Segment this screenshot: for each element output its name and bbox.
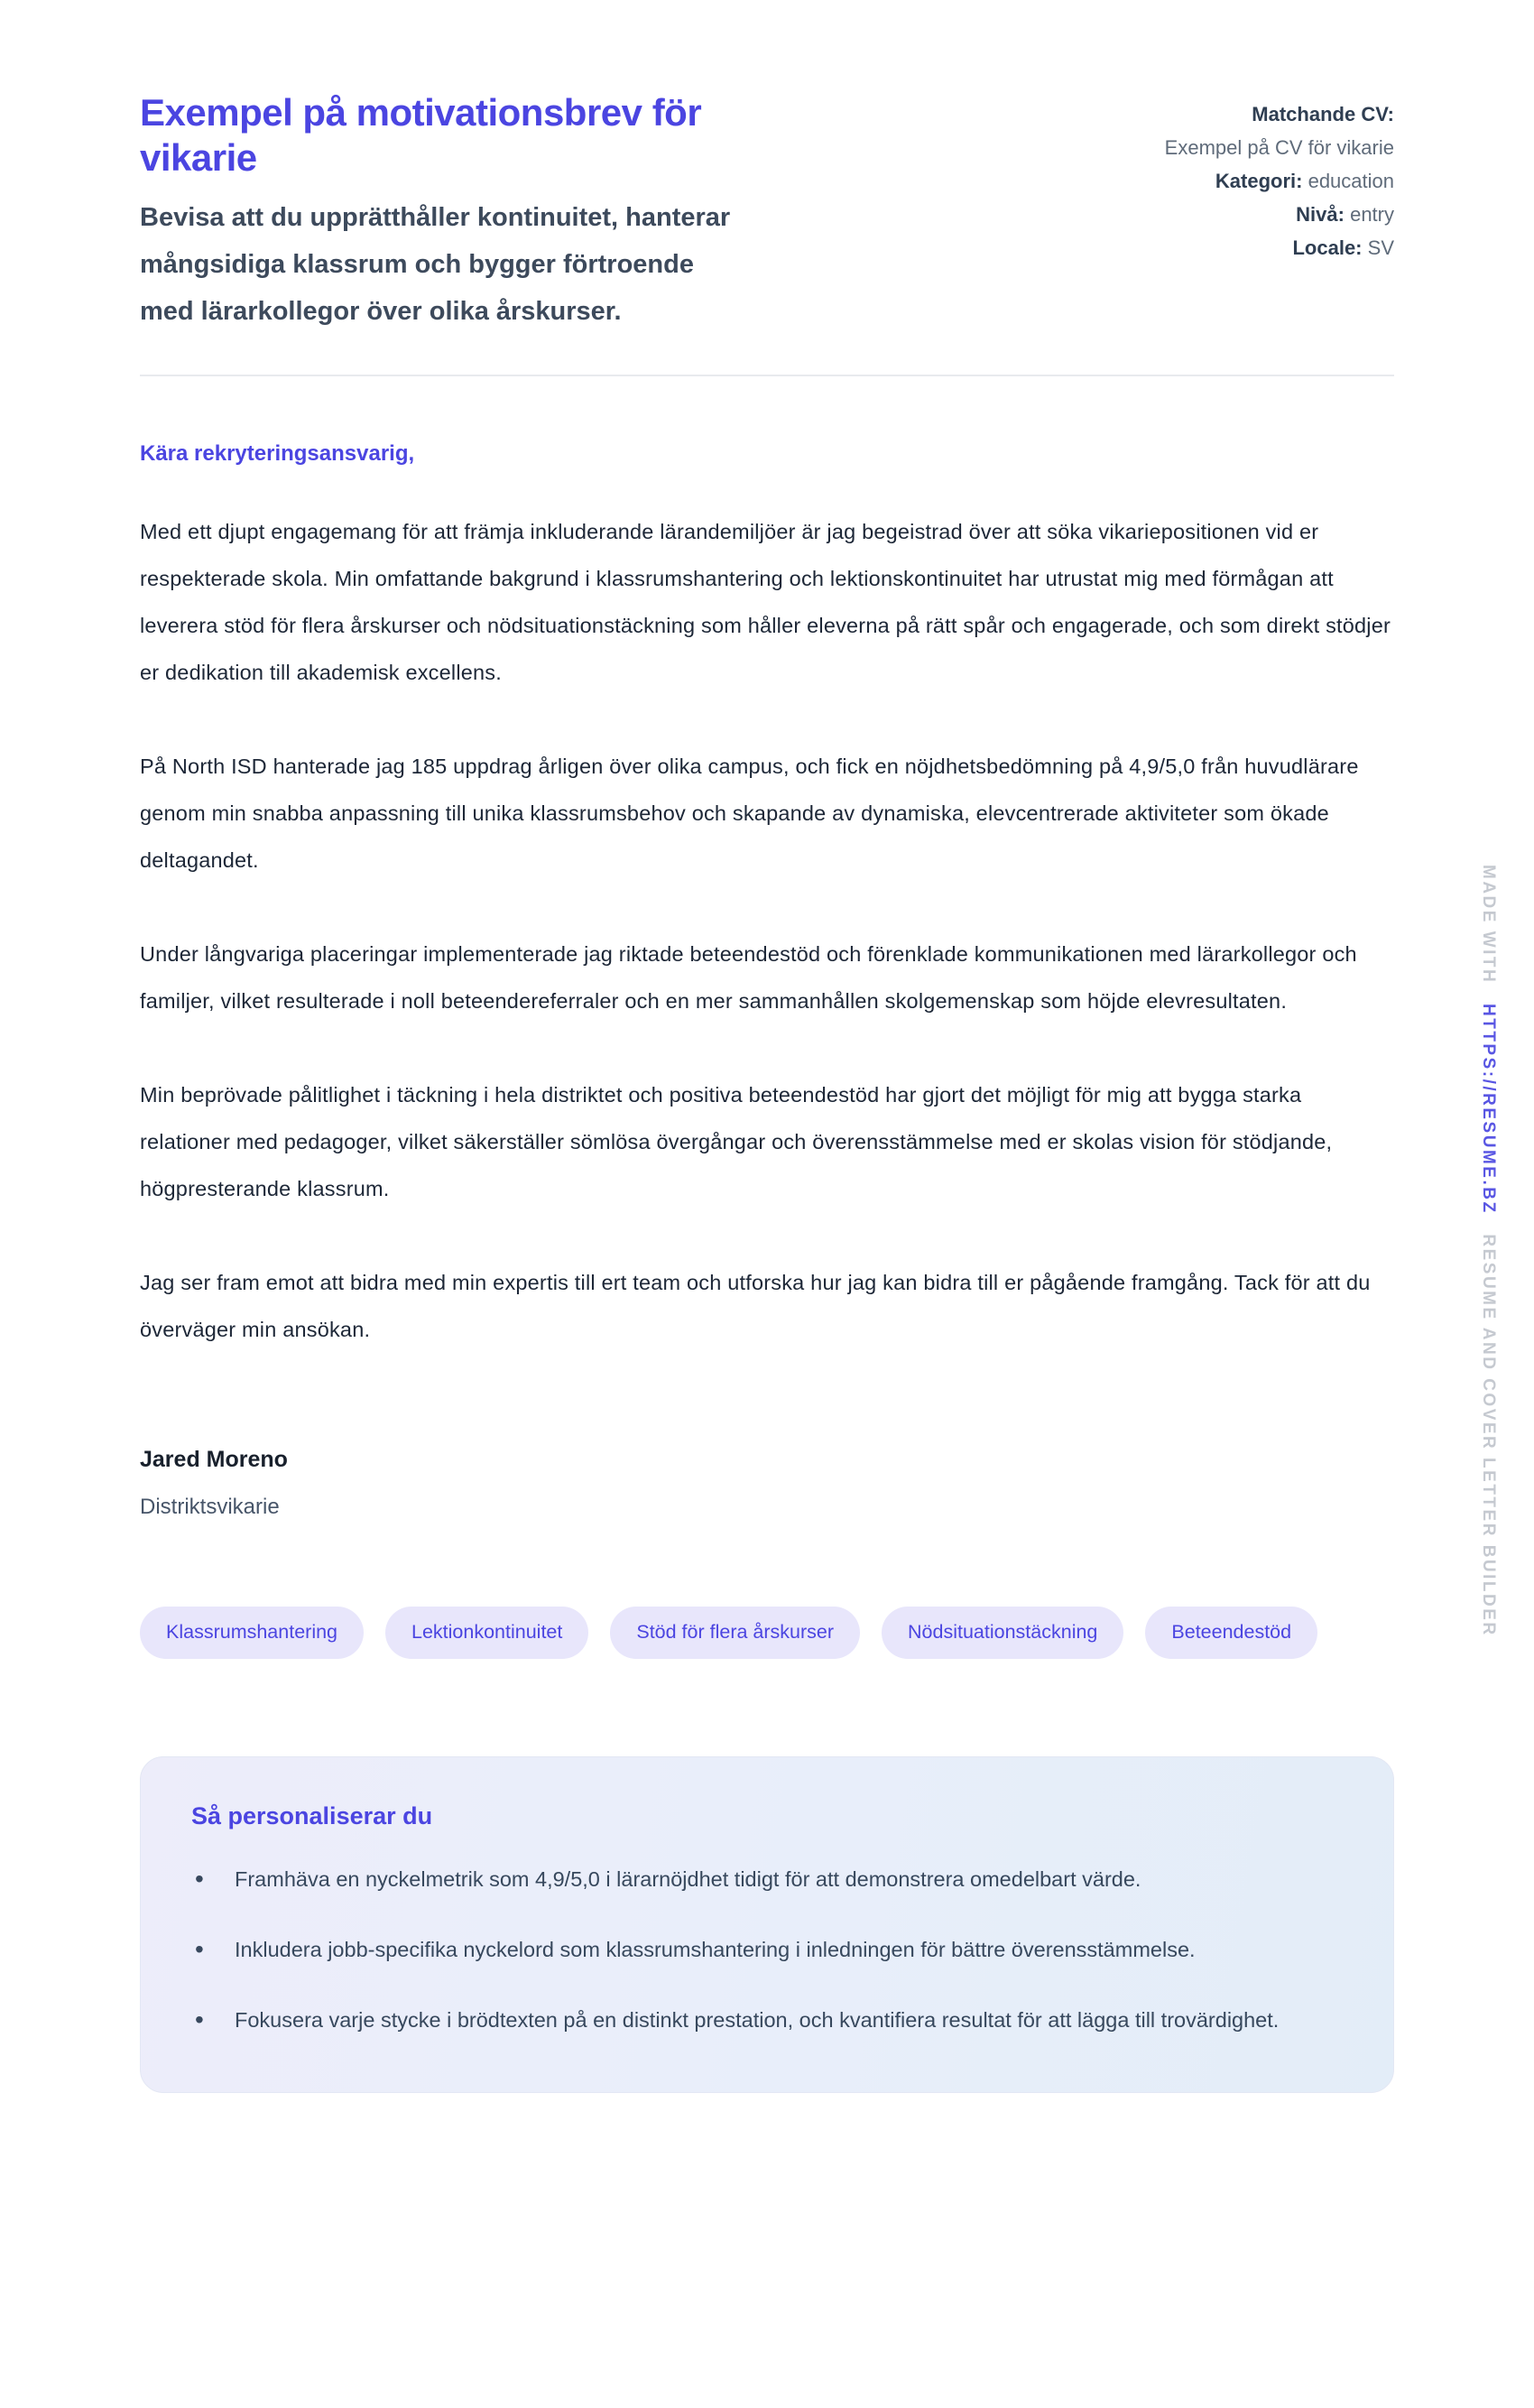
skill-tag[interactable]: Klassrumshantering xyxy=(140,1607,364,1659)
meta-level-row xyxy=(1137,198,1394,231)
letter-body xyxy=(140,441,1394,1520)
tip-item: • Fokusera varje stycke i brödtexten på en distinkt prestation, och kvantifiera resultat för att lägga till trovärdighet. xyxy=(179,1998,1343,2042)
meta-category-value: education xyxy=(1308,170,1394,192)
letter-greeting: Kära rekryteringsansvarig, xyxy=(140,441,415,467)
skill-tags xyxy=(140,1607,1394,1659)
signature-name: Jared Moreno xyxy=(140,1447,288,1473)
letter-paragraph: Min beprövade pålitlighet i täckning i hela distriktet och positiva beteendestöd har gjort det möjligt för mig att bygga starka relationer med pedagoger, vilket säkerställer sömlösa övergångar och överensstämmelse med er skolas vision för stödjande, högpresterande klassrum. xyxy=(140,1083,1333,1201)
skill-tag[interactable]: Stöd för flera årskurser xyxy=(610,1607,860,1659)
meta-level-value: entry xyxy=(1350,203,1394,226)
skill-tag[interactable]: Lektionkontinuitet xyxy=(385,1607,588,1659)
tips-heading: Så personaliserar du xyxy=(191,1801,433,1829)
letter-paragraph: På North ISD hanterade jag 185 uppdrag årligen över olika campus, och fick en nöjdhetsbedömning på 4,9/5,0 från huvudlärare genom min snabba anpassning till unika klassrumsbehov och skapande av dynamiska, elevcentrerade aktiviteter som ökade deltagandet. xyxy=(140,755,1359,873)
made-with-watermark xyxy=(1478,865,1498,1637)
meta-category-row xyxy=(1137,164,1394,198)
tip-item: • Inkludera jobb-specifika nyckelord som klassrumshantering i inledningen för bättre överensstämmelse. xyxy=(179,1928,1343,1971)
watermark-suffix: RESUME AND COVER LETTER BUILDER xyxy=(1479,1234,1498,1637)
tips-list xyxy=(179,1857,1343,2042)
page-subtitle: Bevisa att du upprätthåller kontinuitet, hanterar mångsidiga klassrum och bygger förtroende med lärarkollegor över olika årskurser. xyxy=(140,203,731,327)
header-title-block xyxy=(140,90,744,335)
personalization-tips-box xyxy=(140,1756,1394,2093)
letter-paragraph: Under långvariga placeringar implementerade jag riktade beteendestöd och förenklade kommunikationen med lärarkollegor och familjer, vilket resulterade i noll beteendereferraler och en mer sammanhållen skolgemenskap som höjde elevresultaten. xyxy=(140,942,1357,1014)
meta-matching-cv-label: Matchande CV: xyxy=(1252,103,1394,125)
skill-tag[interactable]: Beteendestöd xyxy=(1145,1607,1317,1659)
letter-paragraph: Jag ser fram emot att bidra med min expertis till ert team och utforska hur jag kan bidra till er pågående framgång. Tack för att du överväger min ansökan. xyxy=(140,1271,1371,1342)
meta-matching-cv-row xyxy=(1137,97,1394,164)
meta-locale-label: Locale: xyxy=(1292,236,1363,259)
meta-locale-row xyxy=(1137,231,1394,264)
meta-category-label: Kategori: xyxy=(1215,170,1303,192)
skill-tag[interactable]: Nödsituationstäckning xyxy=(882,1607,1123,1659)
meta-matching-cv-link[interactable]: Exempel på CV för vikarie xyxy=(1164,136,1394,159)
letter-paragraph: Med ett djupt engagemang för att främja inkluderande lärandemiljöer är jag begeistrad över att söka vikariepositionen vid er respekterade skola. Min omfattande bakgrund i klassrumshantering och lektionskontinuitet har utrustat mig med förmågan att leverera stöd för flera årskurser och nödsituationstäckning som håller eleverna på rätt spår och engagerade, och som direkt stödjer er dedikation till akademisk excellens. xyxy=(140,520,1391,685)
meta-level-label: Nivå: xyxy=(1296,203,1345,226)
tip-item: • Framhäva en nyckelmetrik som 4,9/5,0 i lärarnöjdhet tidigt för att demonstrera omedelbart värde. xyxy=(179,1857,1343,1901)
meta-panel xyxy=(1137,90,1394,264)
resume-bz-link[interactable]: HTTPS://RESUME.BZ xyxy=(1479,1004,1498,1215)
watermark-prefix: MADE WITH xyxy=(1479,865,1498,985)
header-divider xyxy=(140,375,1394,376)
page-header xyxy=(140,90,1394,335)
signature-role: Distriktsvikarie xyxy=(140,1495,280,1520)
page-title: Exempel på motivationsbrev för vikarie xyxy=(140,91,702,179)
meta-locale-value: SV xyxy=(1367,236,1394,259)
